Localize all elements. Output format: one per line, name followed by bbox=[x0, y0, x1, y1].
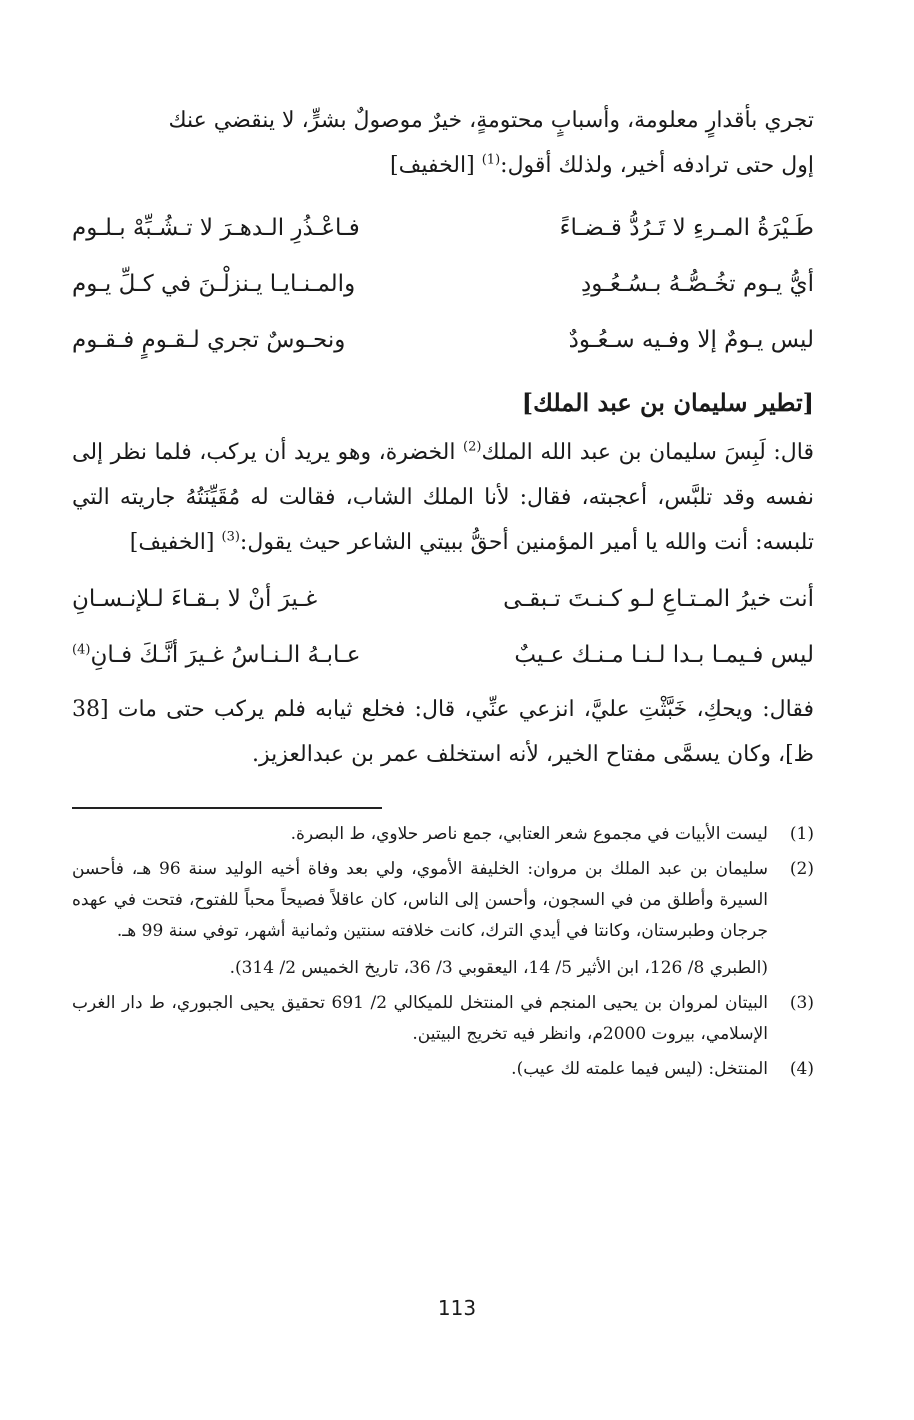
meter-label: [الخفيف] bbox=[129, 530, 215, 555]
verse-second-text: عـابـهُ الـنـاسُ غـيرَ أنَّـكَ فـانِ bbox=[90, 642, 361, 668]
footnote-text: البيتان لمروان بن يحيى المنجم في المنتخل للميكالي 2/ 691 تحقيق يحيى الجبوري، ط دار الغرب الإسلامي، بيروت 2000م، وانظر فيه تخريج البيتين. bbox=[72, 993, 768, 1044]
verse-first-hemistich: ليس يـومٌ إلا وفـيه سـعُـودٌ bbox=[568, 327, 814, 353]
footnote-body bbox=[72, 854, 768, 984]
footnote-reference: (الطبري 8/ 126، ابن الأثير 5/ 14، اليعقوبي 3/ 36، تاريخ الخميس 2/ 314). bbox=[229, 958, 768, 978]
ending-paragraph: فقال: ويحكِ، خَبَّثْتِ عليَّ، انزعي عنِّي، قال: فخلع ثيابه فلم يركب حتى مات [38 ظ]، وكان يسمَّى مفتاح الخير، لأنه استخلف عمر بن عبدالعزيز. bbox=[72, 697, 814, 767]
page-number: 113 bbox=[437, 1296, 477, 1320]
footnote-divider bbox=[72, 807, 382, 809]
verse-line bbox=[72, 312, 814, 368]
verse-second-hemistich bbox=[72, 642, 422, 668]
verse-first-hemistich: أيُّ يـوم تخُـصُّـهُ بـسُـعُـودِ bbox=[581, 271, 814, 297]
footnote bbox=[72, 988, 814, 1050]
intro-line-1: تجري بأقدارٍ معلومة، وأسبابٍ محتومةٍ، خيرٌ موصولٌ بشرٍّ، لا ينقضي عنك bbox=[168, 108, 814, 133]
footnote-number: (3) bbox=[789, 993, 814, 1013]
footnote bbox=[72, 1054, 814, 1085]
footnote-text: المنتخل: (ليس فيما علمته لك عيب). bbox=[511, 1059, 768, 1079]
section-heading: [تطير سليمان بن عبد الملك] bbox=[521, 388, 814, 417]
footnote-ref-1[interactable]: (1) bbox=[481, 152, 501, 168]
verse-line bbox=[72, 627, 814, 683]
footnote bbox=[72, 819, 814, 850]
story-text-a: قال: لَبِسَ سليمان بن عبد الله الملك bbox=[481, 440, 814, 465]
story-paragraph bbox=[72, 430, 814, 565]
verse-first-hemistich: أنت خيرُ المـتـاعِ لـو كـنـتَ تـبقـى bbox=[503, 586, 814, 612]
story-text-b: الخضرة، وهو يريد أن يركب، فلما نظر إلى نفسه وقد تلبَّس، أعجبته، فقال: لأنا الملك الشاب، فقالت له مُقَيِّنَتُهُ جاريته التي تلبسه: أنت والله يا أمير المؤمنين أحقُّ ببيتي الشاعر حيث يقول: bbox=[72, 440, 814, 555]
footnotes bbox=[72, 819, 814, 1085]
footnote-text: سليمان بن عبد الملك بن مروان: الخليفة الأموي، ولي بعد وفاة أخيه الوليد سنة 96 هـ، فأحسن السيرة وأطلق من في السجون، وأحسن إلى الناس، كان عاقلاً فصيحاً محباً للفتوح، فتحت في عهده جرجان وطبرستان، وكانتا في أيدي الترك، كانت خلافته سنتين وثمانية أشهر، توفي سنة 99 هـ. bbox=[72, 859, 768, 941]
verse-second-hemistich bbox=[72, 586, 422, 612]
poem-2 bbox=[72, 571, 814, 683]
verse-line bbox=[72, 256, 814, 312]
meter-label: [الخفيف] bbox=[389, 153, 475, 178]
page-body bbox=[72, 98, 814, 1089]
footnote-ref-4[interactable]: (4) bbox=[72, 642, 91, 658]
verse-first-hemistich: ليس فـيمـا بـدا لـنـا مـنـك عـيبٌ bbox=[514, 642, 814, 668]
verse-second-text: غـيرَ أنْ لا بـقـاءَ لـلإنـسـانِ bbox=[72, 586, 318, 612]
poem-1 bbox=[72, 200, 814, 368]
footnote-number: (4) bbox=[789, 1059, 814, 1079]
verse-second-hemistich: ونحـوسٌ تجري لـقـومٍ فـقـوم bbox=[72, 327, 346, 353]
footnote-text: ليست الأبيات في مجموع شعر العتابي، جمع ناصر حلاوي، ط البصرة. bbox=[290, 824, 768, 844]
footnote-number: (2) bbox=[789, 859, 814, 879]
footnote-number: (1) bbox=[789, 824, 814, 844]
verse-line bbox=[72, 200, 814, 256]
footnote-ref-3[interactable]: (3) bbox=[221, 529, 240, 545]
intro-paragraph bbox=[72, 98, 814, 188]
verse-first-hemistich: طَـيْرَةُ المـرءِ لا تَـرُدُّ قـضـاءً bbox=[559, 215, 814, 241]
verse-second-hemistich: فـاعْـذُرِ الـدهـرَ لا تـشُـبِّهْ بـلـوم bbox=[72, 215, 360, 241]
verse-line bbox=[72, 571, 814, 627]
intro-line-2: إول حتى ترادفه أخير، ولذلك أقول: bbox=[500, 153, 814, 178]
footnote-ref-2[interactable]: (2) bbox=[463, 439, 482, 455]
verse-second-hemistich: والمـنـايـا يـنزلْـنَ في كـلِّ يـوم bbox=[72, 271, 356, 297]
footnote bbox=[72, 854, 814, 984]
